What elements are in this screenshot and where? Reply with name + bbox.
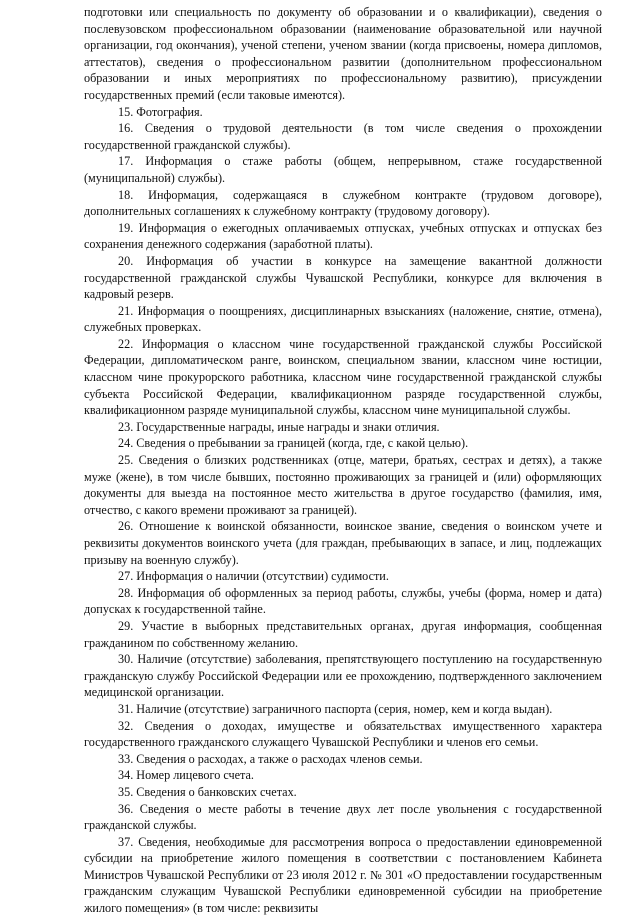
- paragraph-27: 27. Информация о наличии (отсутствии) судимости.: [118, 569, 389, 584]
- paragraph-37: 37. Сведения, необходимые для рассмотрения вопроса о предоставлении единовременной субсидии на приобретение жилого помещения в соответствии с постановлением Кабинета Министров Чувашской Республики от 23 июля 2012 г. № 301 «О предоставлении государственным гражданским служащим Чувашской Республики единовременной субсидии на приобретение жилого помещения» (в том числе: реквизиты: [84, 834, 602, 916]
- paragraph-34: 34. Номер лицевого счета.: [118, 768, 254, 783]
- paragraph-33: 33. Сведения о расходах, а также о расходах членов семьи.: [118, 751, 423, 766]
- paragraph-36: 36. Сведения о месте работы в течение двух лет после увольнения с государственной гражданской службы.: [84, 801, 602, 833]
- document-page: [84, 4, 602, 917]
- paragraph-31: 31. Наличие (отсутствие) заграничного паспорта (серия, номер, кем и когда выдан).: [118, 701, 553, 716]
- paragraph-18: 18. Информация, содержащаяся в служебном контракте (трудовом договоре), дополнительных соглашениях к служебному контракту (трудовому договору).: [84, 187, 602, 219]
- paragraph-24: 24. Сведения о пребывании за границей (когда, где, с какой целью).: [118, 436, 469, 451]
- paragraph-19: 19. Информация о ежегодных оплачиваемых отпусках, учебных отпусках и отпусках без сохранения денежного содержания (заработной платы).: [84, 220, 602, 252]
- paragraph-23: 23. Государственные награды, иные награды и знаки отличия.: [118, 419, 440, 434]
- paragraph-29: 29. Участие в выборных представительных органах, другая информация, сообщенная гражданином по собственному желанию.: [84, 618, 602, 650]
- paragraph-14-continuation: подготовки или специальность по документу об образовании и о квалификации), сведения о послевузовском профессиональном образовании (наименование образовательной или научной организации, год окончания), ученой степени, ученом звании (когда присвоены, номера дипломов, аттестатов), сведения о профессиональном развитии (дополнительном профессиональном образовании и иных мероприятиях по профессиональному развитию), присуждении государственных премий (если таковые имеются).: [84, 5, 602, 102]
- paragraph-17: 17. Информация о стаже работы (общем, непрерывном, стаже государственной (муниципальной) службы).: [84, 154, 602, 185]
- paragraph-20: 20. Информация об участии в конкурсе на замещение вакантной должности государственной гражданской службы Чувашской Республики, конкурсе для включения в кадровый резерв.: [84, 253, 602, 302]
- paragraph-25: 25. Сведения о близких родственниках (отце, матери, братьях, сестрах и детях), а также муже (жене), в том числе бывших, постоянно проживающих за границей и (или) оформляющих документы для выезда на постоянное место жительства в другое государство (фамилия, имя, отчество, с какого времени проживают за границей).: [84, 453, 602, 517]
- paragraph-35: 35. Сведения о банковских счетах.: [118, 784, 297, 799]
- paragraph-28: 28. Информация об оформленных за период работы, службы, учебы (форма, номер и дата) допусках к государственной тайне.: [84, 585, 602, 617]
- paragraph-26: 26. Отношение к воинской обязанности, воинское звание, сведения о воинском учете и реквизиты документов воинского учета (для граждан, пребывающих в запасе, и лиц, подлежащих призыву на военную службу).: [84, 519, 602, 567]
- paragraph-22: 22. Информация о классном чине государственной гражданской службы Российской Федерации, дипломатическом ранге, воинском, специальном звании, классном чине юстиции, классном чине прокурорского работника, классном чине государственной гражданской службы субъекта Российской Федерации, квалификационном разряде государственной службы, квалификационном разряде муниципальной службы, классном чине муниципальной службы.: [84, 336, 602, 418]
- paragraph-15: 15. Фотография.: [118, 104, 203, 119]
- paragraph-32: 32. Сведения о доходах, имуществе и обязательствах имущественного характера государственного гражданского служащего Чувашской Республики и членов его семьи.: [84, 718, 602, 750]
- paragraph-21: 21. Информация о поощрениях, дисциплинарных взысканиях (наложение, снятие, отмена), служебных проверках.: [84, 303, 602, 335]
- paragraph-16: 16. Сведения о трудовой деятельности (в том числе сведения о прохождении государственной гражданской службы).: [84, 121, 602, 152]
- paragraph-30: 30. Наличие (отсутствие) заболевания, препятствующего поступлению на государственную гражданскую службу Российской Федерации или ее прохождению, подтвержденного заключением медицинской организации.: [84, 652, 602, 700]
